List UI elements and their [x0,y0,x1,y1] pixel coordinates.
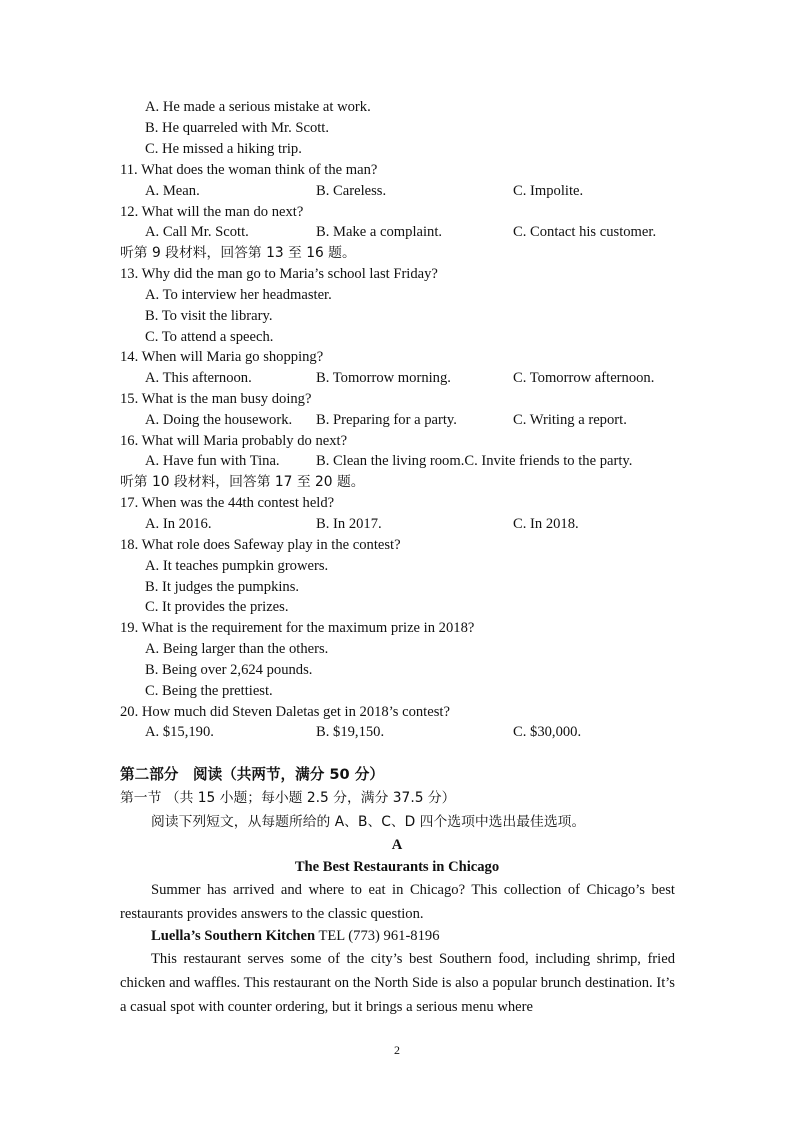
q14-option-b: B. Tomorrow morning. [316,370,451,386]
q18-option-c: C. It provides the prizes. [145,599,289,615]
q11-option-a: A. Mean. [145,183,200,199]
q20-stem: 20. How much did Steven Daletas get in 2018’s contest? [120,704,450,720]
q11-stem: 11. What does the woman think of the man? [120,162,378,178]
restaurant-heading [151,926,440,946]
q20-option-a: A. $15,190. [145,724,214,740]
q18-stem: 18. What role does Safeway play in the contest? [120,537,401,553]
q14-option-c: C. Tomorrow afternoon. [513,370,655,386]
restaurant-description: This restaurant serves some of the city’s best Southern food, including shrimp, fried chicken and waffles. This restaurant on the North Side is also a popular brunch destination. It’s a casual spot with counter ordering, but it brings a serious menu where [120,951,675,1015]
q11-option-b: B. Careless. [316,183,387,199]
q11-option-c: C. Impolite. [513,183,584,199]
q10-option-c: C. He missed a hiking trip. [145,141,302,157]
restaurant-tel: TEL (773) 961-8196 [315,928,440,944]
q13-option-c: C. To attend a speech. [145,329,274,345]
q12-option-c: C. Contact his customer. [513,224,657,240]
q18-option-b: B. It judges the pumpkins. [145,579,300,595]
q19-option-a: A. Being larger than the others. [145,641,329,657]
q14-option-a: A. This afternoon. [145,370,252,386]
q10-option-a: A. He made a serious mistake at work. [145,99,371,115]
instruction-passage-10: 听第 10 段材料，回答第 17 至 20 题。 [120,474,365,490]
page-number: 2 [394,1043,400,1057]
q15-stem: 15. What is the man busy doing? [120,391,312,407]
q17-option-c: C. In 2018. [513,516,579,532]
reading-directions: 阅读下列短文，从每题所给的 A、B、C、D 四个选项中选出最佳选项。 [151,814,586,830]
q10-option-b: B. He quarreled with Mr. Scott. [145,120,330,136]
q20-option-c: C. $30,000. [513,724,582,740]
q17-stem: 17. When was the 44th contest held? [120,495,335,511]
passage-letter: A [391,837,403,853]
passage-intro: Summer has arrived and where to eat in Chicago? This collection of Chicago’s best restaurants provides answers to the classic question. [120,882,675,922]
q16-stem: 16. What will Maria probably do next? [120,433,348,449]
q16-option-bc: B. Clean the living room.C. Invite friends to the party. [316,453,633,469]
section-one-title: 第一节 （共 15 小题；每小题 2.5 分，满分 37.5 分） [120,790,456,806]
q15-option-a: A. Doing the housework. [145,412,293,428]
q13-option-b: B. To visit the library. [145,308,273,324]
q20-option-b: B. $19,150. [316,724,385,740]
q13-stem: 13. Why did the man go to Maria’s school last Friday? [120,266,438,282]
q16-option-a: A. Have fun with Tina. [145,453,280,469]
q19-option-b: B. Being over 2,624 pounds. [145,662,313,678]
q15-option-b: B. Preparing for a party. [316,412,457,428]
q17-option-a: A. In 2016. [145,516,212,532]
q17-option-b: B. In 2017. [316,516,382,532]
q13-option-a: A. To interview her headmaster. [145,287,332,303]
q19-stem: 19. What is the requirement for the maximum prize in 2018? [120,620,475,636]
instruction-passage-9: 听第 9 段材料，回答第 13 至 16 题。 [120,245,356,261]
q19-option-c: C. Being the prettiest. [145,683,273,699]
q12-stem: 12. What will the man do next? [120,204,304,220]
part-two-title: 第二部分 阅读（共两节，满分 50 分） [120,766,384,783]
q12-option-b: B. Make a complaint. [316,224,443,240]
q14-stem: 14. When will Maria go shopping? [120,349,324,365]
passage-title: The Best Restaurants in Chicago [294,859,500,875]
q18-option-a: A. It teaches pumpkin growers. [145,558,329,574]
q12-option-a: A. Call Mr. Scott. [145,224,249,240]
q15-option-c: C. Writing a report. [513,412,627,428]
restaurant-name: Luella’s Southern Kitchen [151,928,316,944]
